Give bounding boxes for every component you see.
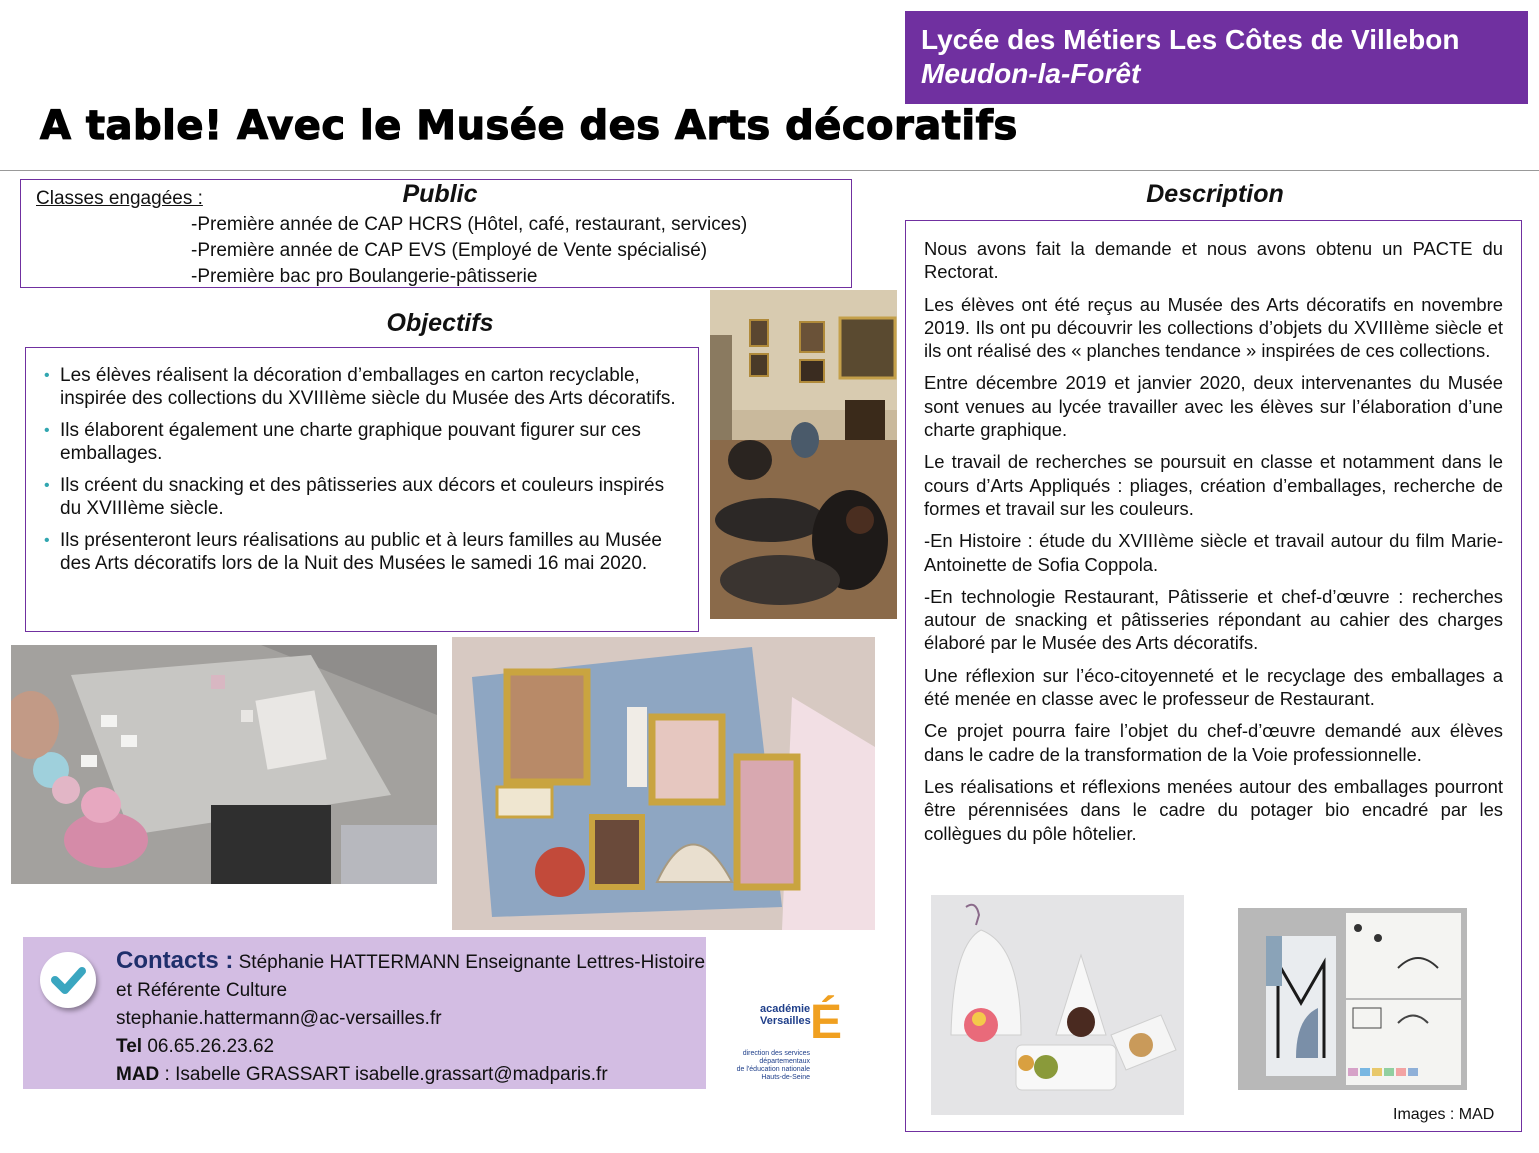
description-paragraph: Le travail de recherches se poursuit en classe et notamment dans le cours d’Arts Appliqués : pliages, création d’emballages, recherche de formes et travail sur les couleurs. — [924, 451, 1503, 519]
description-paragraph: Les réalisations et réflexions menées autour des emballages pourront être pérennisées dans le cadre du potager bio encadré par les collègues du pôle hôtelier. — [924, 775, 1503, 844]
objectif-item — [44, 529, 678, 575]
bullet-icon: • — [44, 477, 50, 494]
craft-workshop-photo — [11, 645, 437, 884]
bullet-icon: • — [44, 532, 50, 549]
mad-label: MAD — [116, 1064, 160, 1085]
class-item: -Première année de CAP HCRS (Hôtel, café, restaurant, services) — [191, 214, 748, 235]
school-name: Lycée des Métiers Les Côtes de Villebon — [921, 24, 1460, 55]
header-divider — [0, 170, 1539, 171]
objectif-item — [44, 364, 678, 410]
logo-sub3: de l'éducation nationale — [736, 1066, 810, 1073]
objectifs-box — [25, 347, 699, 632]
school-city: Meudon-la-Forêt — [921, 58, 1141, 89]
museum-visit-photo — [710, 290, 897, 619]
objectifs-list — [44, 364, 678, 575]
objectif-text: Les élèves réalisent la décoration d’emballages en carton recyclable, inspirée des collections du XVIIIème siècle du Musée des Arts décoratifs. — [60, 365, 676, 409]
logo-line1: académie — [760, 1003, 811, 1015]
page-title: A table! Avec le Musée des Arts décoratifs — [40, 103, 1018, 149]
description-paragraph: -En Histoire : étude du XVIIIème siècle et travail autour du film Marie-Antoinette de Sofia Coppola. — [924, 530, 1503, 575]
tel-label: Tel — [116, 1036, 143, 1057]
logo-letter: É — [810, 996, 843, 1049]
academie-versailles-logo — [730, 997, 850, 1092]
description-paragraph: Ce projet pourra faire l’objet du chef-d’œuvre demandé aux élèves dans le cadre de la transformation de la Voie professionnelle. — [924, 720, 1503, 765]
school-banner — [905, 11, 1528, 104]
logo-sub4: Hauts-de-Seine — [761, 1074, 810, 1081]
description-paragraph: Une réflexion sur l’éco-citoyenneté et le recyclage des emballages a été menée en classe avec le professeur de Restaurant. — [924, 664, 1503, 710]
objectif-text: Ils élaborent également une charte graphique pouvant figurer sur ces emballages. — [60, 420, 641, 464]
logo-line2: Versailles — [760, 1015, 811, 1027]
description-paragraph: Les élèves ont été reçus au Musée des Arts décoratifs en novembre 2019. Ils ont pu découvrir les collections d’objets du XVIIIème siècle et ils ont réalisé des « planches tendance » inspirées de ces collections. — [924, 293, 1503, 362]
class-item: -Première bac pro Boulangerie-pâtisserie — [191, 266, 538, 287]
bullet-icon: • — [44, 367, 50, 384]
tendance-board-photo — [452, 637, 875, 930]
contact-person: Stéphanie HATTERMANN Enseignante Lettres-Histoire et Référente Culture — [116, 952, 706, 1001]
classes-label: Classes engagées : — [36, 188, 203, 209]
mad-contact[interactable]: : Isabelle GRASSART isabelle.grassart@madparis.fr — [159, 1064, 608, 1085]
contacts-heading: Contacts : — [116, 947, 234, 974]
contact-email[interactable]: stephanie.hattermann@ac-versailles.fr — [116, 1008, 442, 1029]
public-heading: Public — [402, 180, 478, 208]
image-credit: Images : MAD — [1393, 1106, 1495, 1123]
objectif-text: Ils présenteront leurs réalisations au public et à leurs familles au Musée des Arts décoratifs lors de la Nuit des Musées le samedi 16 mai 2020. — [60, 530, 662, 574]
description-heading: Description — [1146, 180, 1284, 208]
objectif-item — [44, 474, 678, 520]
description-paragraph: Entre décembre 2019 et janvier 2020, deux intervenantes du Musée sont venues au lycée travailler avec les élèves sur l’élaboration d’une charte graphique. — [924, 372, 1503, 441]
objectif-text: Ils créent du snacking et des pâtisseries aux décors et couleurs inspirés du XVIIIème siècle. — [60, 475, 665, 519]
class-item: -Première année de CAP EVS (Employé de Vente spécialisé) — [191, 240, 708, 261]
checkmark-icon — [40, 952, 96, 1008]
contact-tel[interactable]: 06.65.26.23.62 — [142, 1036, 275, 1057]
logo-sub2: départementaux — [759, 1058, 810, 1065]
contacts-box — [23, 937, 706, 1089]
description-paragraph: Nous avons fait la demande et nous avons obtenu un PACTE du Rectorat. — [924, 238, 1503, 283]
description-paragraph: -En technologie Restaurant, Pâtisserie et chef-d’œuvre : recherches autour de snacking et pâtisseries répondant au cahier des charges élaboré par le Musée des Arts décoratifs. — [924, 585, 1503, 654]
charte-graphique-photo — [1238, 908, 1467, 1090]
objectif-item — [44, 419, 678, 465]
bullet-icon: • — [44, 422, 50, 439]
objectifs-heading: Objectifs — [386, 309, 494, 337]
logo-sub1: direction des services — [742, 1050, 810, 1057]
packaging-photo — [931, 895, 1184, 1115]
